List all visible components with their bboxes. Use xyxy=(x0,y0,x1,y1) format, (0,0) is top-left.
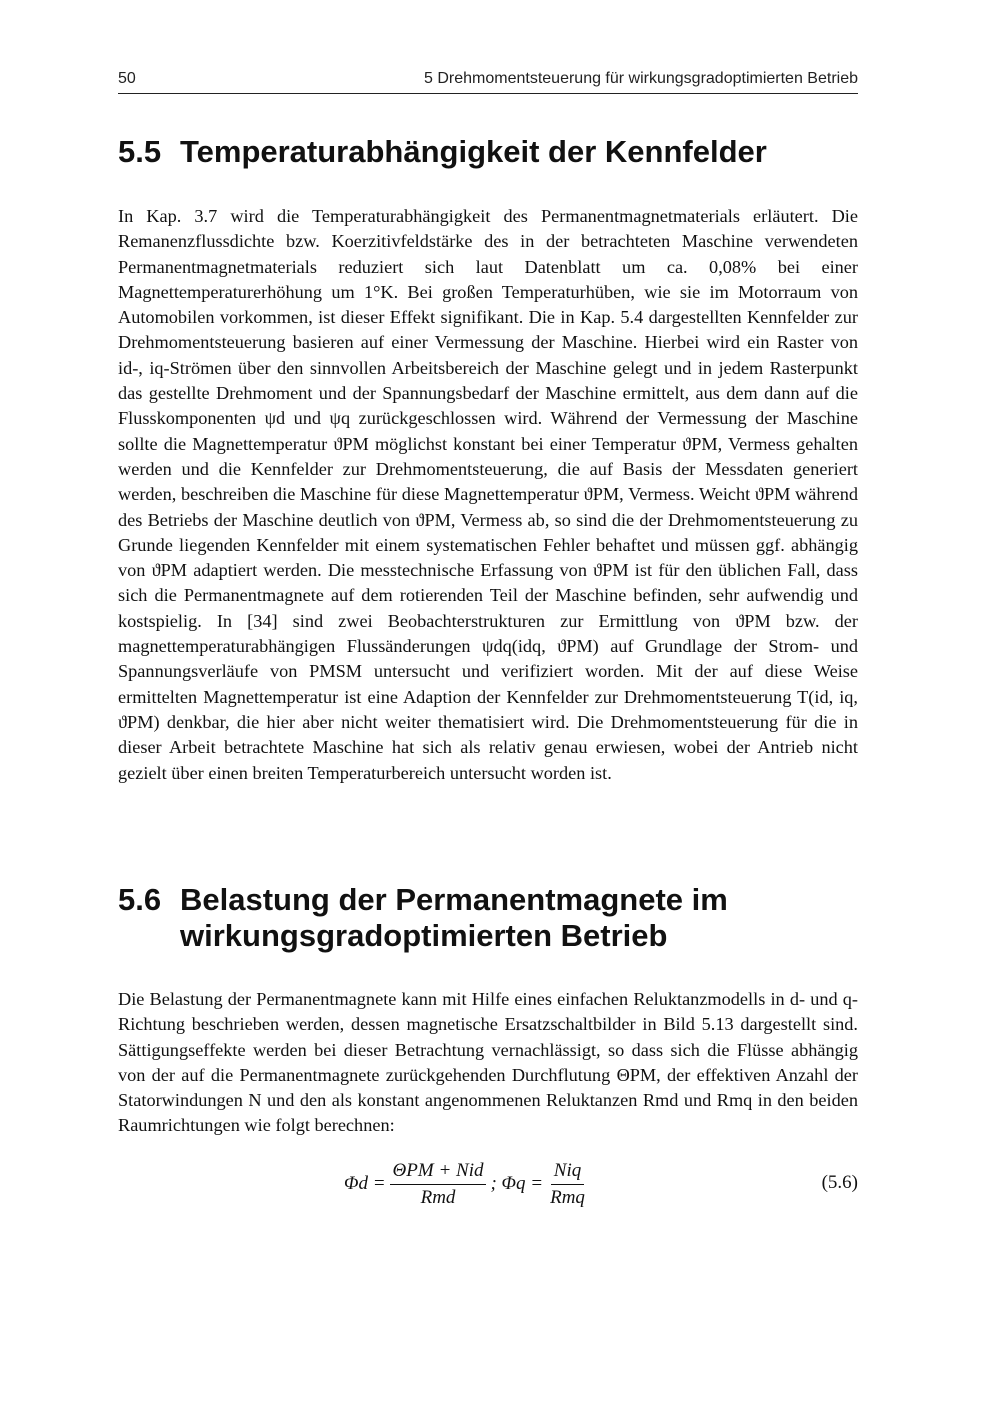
fraction-phi-q xyxy=(547,1160,588,1209)
section-number: 5.5 xyxy=(118,134,162,169)
fraction-phi-d xyxy=(390,1160,487,1209)
equation-5-6 xyxy=(118,1152,858,1216)
chapter-title: 5 Drehmomentsteuerung für wirkungsgradoptimierten Betrieb xyxy=(424,70,858,87)
section-5-5-paragraph: In Kap. 3.7 wird die Temperaturabhängigkeit des Permanentmagnetmaterials erläutert. Die Remanenzflussdichte bzw. Koerzitivfeldstärke des in der betrachteten Maschine verwendeten Permanentmagnetmaterials reduziert sich laut Datenblatt um ca. 0,08% bei einer Magnettemperaturerhöhung um 1°K. Bei großen Temperaturhüben, wie sie im Motorraum von Automobilen vorkommen, ist dieser Effekt signifikant. Die in Kap. 5.4 dargestellten Kennfelder zur Drehmomentsteuerung basieren auf einer Vermessung der Maschine. Hierbei wird ein Raster von id-, iq-Strömen über den sinnvollen Arbeitsbereich der Maschine gelegt und in jedem Rasterpunkt das gestellte Drehmoment und der Spannungsbedarf der Maschine ermittelt, aus dem dann auf die Flusskomponenten ψd und ψq zurückgeschlossen wird. Während der Vermessung der Maschine sollte die Magnettemperatur ϑPM möglichst konstant bei einer Temperatur ϑPM, Vermess gehalten werden und die Kennfelder zur Drehmomentsteuerung, die auf Basis der Messdaten generiert werden, beschreiben die Maschine für diese Magnettemperatur ϑPM, Vermess. Weicht ϑPM während des Betriebs der Maschine deutlich von ϑPM, Vermess ab, so sind die der Drehmomentsteuerung zu Grunde liegenden Kennfelder mit einem systematischen Fehler behaftet und müssen ggf. abhängig von ϑPM adaptiert werden. Die messtechnische Erfassung von ϑPM ist für den üblichen Fall, dass sich die Permanentmagnete auf dem rotierenden Teil der Maschine befinden, sehr aufwendig und kostspielig. In [34] sind zwei Beobachterstrukturen zur Ermittlung von ϑPM bzw. der magnettemperaturabhängigen Flussänderungen ψdq(idq, ϑPM) auf Grundlage der Strom- und Spannungsverläufe von PMSM untersucht und verifiziert worden. Mit der auf diese Weise ermittelten Magnettemperatur ist eine Adaption der Kennfelder zur Drehmomentsteuerung T(id, iq, ϑPM) denkbar, die hier aber nicht weiter thematisiert wird. Die Drehmomentsteuerung für die in dieser Arbeit betrachtete Maschine hat sich als relativ genau erwiesen, wobei der Antrieb nicht gezielt über einen breiten Temperaturbereich untersucht worden ist. xyxy=(118,206,858,783)
section-title: Temperaturabhängigkeit der Kennfelder xyxy=(180,134,767,169)
fraction-denominator: Rmd xyxy=(420,1186,456,1208)
fraction-numerator: ΘPM + Nid xyxy=(390,1160,487,1185)
fraction-numerator: Niq xyxy=(551,1160,584,1185)
section-title-line-1: Belastung der Permanentmagnete im xyxy=(180,882,728,917)
equation-lhs-phi-d: Φd = xyxy=(344,1173,386,1194)
fraction-denominator: Rmq xyxy=(550,1186,585,1208)
section-5-5-heading xyxy=(118,134,878,170)
equation-number: (5.6) xyxy=(821,1172,858,1193)
section-5-6-paragraph: Die Belastung der Permanentmagnete kann mit Hilfe eines einfachen Reluktanzmodells in d- und q-Richtung beschrieben werden, dessen magnetische Ersatzschaltbilder in Bild 5.13 dargestellt sind. Sättigungseffekte werden bei dieser Betrachtung vernachlässigt, so dass sich die Flüsse abhängig von der auf die Permanentmagnete zurückgehenden Durchflutung ΘPM, der effektiven Anzahl der Statorwindungen N und den als konstant angenommenen Reluktanzen Rmd und Rmq in den beiden Raumrichtungen wie folgt berechnen: xyxy=(118,989,858,1136)
equation-lhs-phi-q: ; Φq = xyxy=(490,1173,544,1194)
section-5-6-heading xyxy=(118,882,878,954)
running-header xyxy=(118,70,858,94)
page-number: 50 xyxy=(118,70,136,87)
section-title-line-2: wirkungsgradoptimierten Betrieb xyxy=(180,918,668,953)
section-number: 5.6 xyxy=(118,882,162,917)
equation-body xyxy=(344,1152,592,1216)
